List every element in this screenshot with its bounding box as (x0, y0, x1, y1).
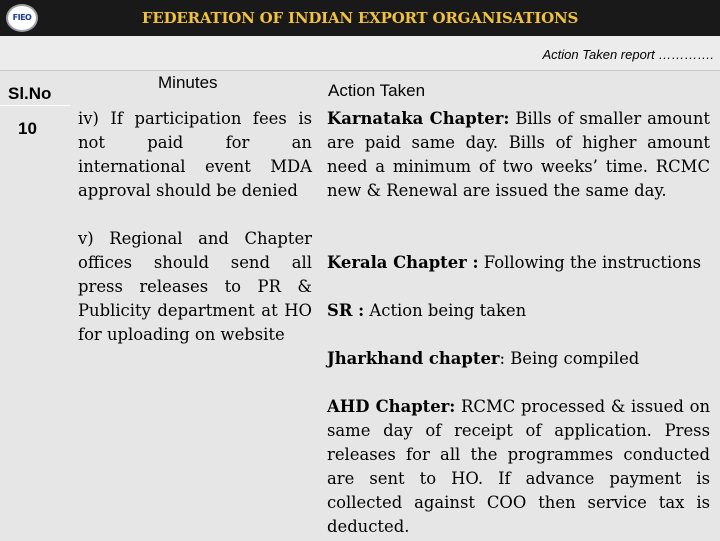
minutes-item-iv: iv) If participation fees is not paid for an international event MDA approval should be denied (78, 109, 312, 200)
action-label: AHD Chapter: (327, 397, 456, 416)
action-text: : Being compiled (499, 349, 640, 368)
action-label: Kerala Chapter : (327, 253, 479, 272)
action-sr (327, 299, 710, 323)
fieo-logo (6, 4, 38, 32)
subtitle-bar (0, 36, 720, 70)
action-taken-table (0, 70, 720, 541)
action-ahd (327, 395, 710, 539)
action-text: Action being taken (364, 301, 527, 320)
action-text: Bills of smaller amount are paid same day. Bills of higher amount need a minimum of two weeks’ time. RCMC new & Renewal are issued the same day. (327, 109, 710, 200)
action-taken-header: Action Taken (328, 81, 426, 100)
action-text: RCMC processed & issued on same day of receipt of application. Press releases for all the programmes conducted are sent to HO. If advance payment is collected against COO then service tax is deducted. (327, 397, 710, 536)
action-label: Karnataka Chapter: (327, 109, 510, 128)
sl-no-value: 10 (18, 119, 37, 138)
minutes-item-v: v) Regional and Chapter offices should send all press releases to PR & Publicity department at HO for uploading on website (78, 229, 312, 344)
report-subtitle: Action Taken report …………. (542, 47, 714, 62)
action-text: Following the instructions (478, 253, 702, 272)
action-label: Jharkhand chapter (327, 349, 500, 368)
logo-text: FIEO (12, 13, 32, 22)
action-karnataka (327, 107, 710, 203)
sl-no-header: Sl.No (8, 84, 52, 103)
minutes-header: Minutes (158, 73, 218, 92)
action-kerala (327, 251, 710, 275)
header-divider (0, 105, 70, 106)
page-title: FEDERATION OF INDIAN EXPORT ORGANISATIONS (141, 9, 579, 27)
action-label: SR : (327, 301, 365, 320)
action-jharkhand (327, 347, 710, 371)
header-bar (0, 0, 720, 36)
